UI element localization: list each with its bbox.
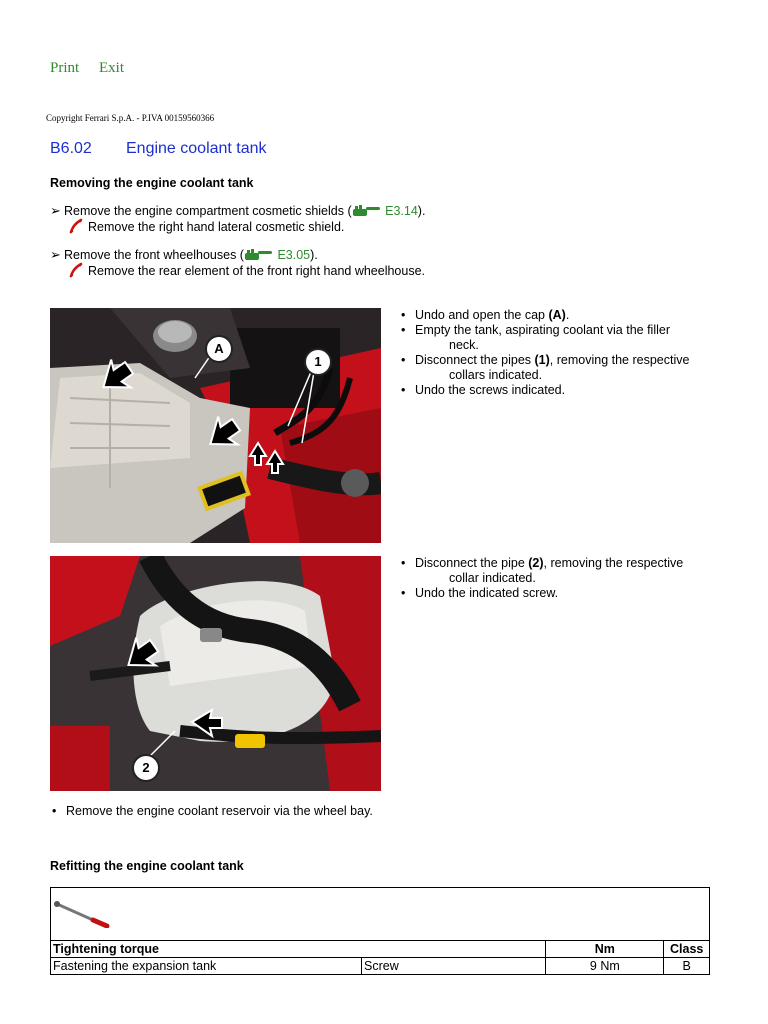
list-item: • Disconnect the pipe (2), removing the respective collar indicated. (401, 556, 684, 585)
arrow-bullet-icon: ➢ (50, 203, 61, 218)
list-item: • Disconnect the pipes (1), removing the respective collars indicated. (401, 353, 690, 382)
removing-heading: Removing the engine coolant tank (50, 176, 254, 190)
reference-link-e3-05[interactable]: E3.05 (277, 248, 311, 262)
row-description: Fastening the expansion tank (51, 958, 362, 975)
callout-1: 1 (304, 348, 332, 376)
list-item: • Undo the indicated screw. (401, 586, 559, 600)
header-tightening-torque: Tightening torque (51, 941, 546, 958)
row-nm: 9 Nm (546, 958, 664, 975)
note-icon (68, 262, 88, 281)
step-1-text: Remove the engine compartment cosmetic shields ( (64, 204, 352, 218)
table-row (51, 958, 710, 975)
reference-hand-icon[interactable] (352, 205, 382, 220)
exit-link[interactable]: Exit (99, 60, 124, 76)
note-1-text: Remove the right hand lateral cosmetic shield. (88, 220, 345, 234)
row-class: B (664, 958, 710, 975)
section-title: Engine coolant tank (126, 140, 267, 157)
reference-link-e3-14[interactable]: E3.14 (385, 204, 418, 218)
section-code: B6.02 (50, 140, 92, 157)
final-step (52, 804, 452, 819)
note-2 (68, 262, 425, 281)
list-item: • Remove the engine coolant reservoir via the wheel bay. (52, 804, 373, 818)
print-link[interactable]: Print (50, 60, 80, 76)
header-nm: Nm (546, 941, 664, 958)
row-part: Screw (362, 958, 546, 975)
callout-2: 2 (132, 754, 160, 782)
tool-cell (51, 888, 710, 941)
copyright-text: Copyright Ferrari S.p.A. - P.IVA 00159560366 (46, 113, 215, 123)
engine-coolant-tank-photo-1 (50, 308, 381, 543)
callout-a: A (205, 335, 233, 363)
engine-coolant-tank-photo-2 (50, 556, 381, 791)
list-item: • Empty the tank, aspirating coolant via the filler neck. (401, 323, 670, 352)
step-1-text-end: ). (417, 204, 426, 218)
list-item: • Undo and open the cap (A). (401, 308, 570, 322)
list-item: • Undo the screws indicated. (401, 383, 566, 397)
step-2-text-end: ). (310, 248, 318, 262)
bullet-list-1 (401, 308, 731, 398)
torque-wrench-icon (53, 898, 113, 928)
torque-table (50, 887, 710, 975)
header-class: Class (664, 941, 710, 958)
bullet-list-2 (401, 556, 731, 601)
note-icon (68, 218, 88, 237)
note-1 (68, 218, 344, 237)
note-2-text: Remove the rear element of the front right hand wheelhouse. (88, 264, 426, 278)
arrow-bullet-icon: ➢ (50, 247, 61, 262)
step-2-text: Remove the front wheelhouses ( (64, 248, 244, 262)
refitting-heading: Refitting the engine coolant tank (50, 859, 244, 873)
